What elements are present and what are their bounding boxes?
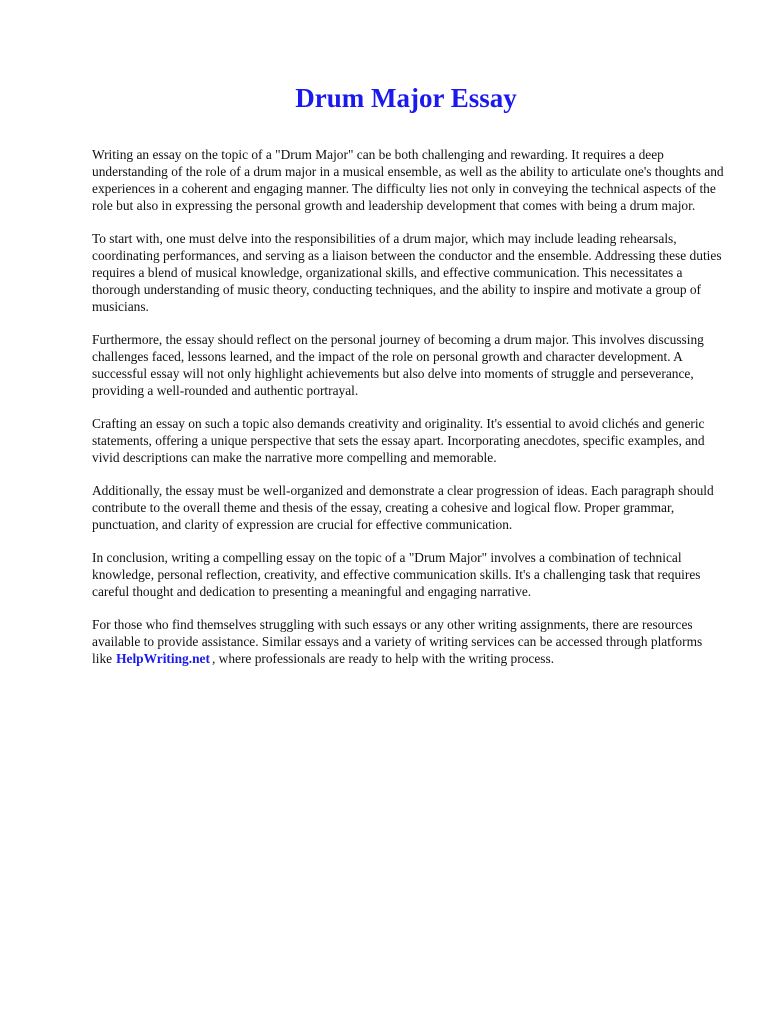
paragraph-7-text-after-link: , where professionals are ready to help with the writing process. xyxy=(211,651,555,666)
paragraph-1: Writing an essay on the topic of a "Drum Major" can be both challenging and rewarding. It requires a deep understanding of the role of a drum major in a musical ensemble, as well as the ability to articulate one's thoughts and experiences in a coherent and engaging manner. The difficulty lies not only in conveying the technical aspects of the role but also in expressing the personal growth and leadership development that comes with being a drum major. xyxy=(92,147,724,213)
paragraph-3: Furthermore, the essay should reflect on the personal journey of becoming a drum major. This involves discussing challenges faced, lessons learned, and the impact of the role on personal growth and character development. A successful essay will not only highlight achievements but also delve into moments of struggle and perseverance, providing a well-rounded and authentic portrayal. xyxy=(92,332,704,398)
essay-body xyxy=(92,146,732,683)
paragraph-7 xyxy=(92,616,732,667)
paragraph-7-text-before-link: For those who find themselves struggling with such essays or any other writing assignments, there are resources available to provide assistance. Similar essays and a variety of writing services can be accessed through platforms like xyxy=(92,617,703,666)
page-title: Drum Major Essay xyxy=(295,83,517,113)
paragraph-4: Crafting an essay on such a topic also demands creativity and originality. It's essential to avoid clichés and generic statements, offering a unique perspective that sets the essay apart. Incorporating anecdotes, specific examples, and vivid descriptions can make the narrative more compelling and memorable. xyxy=(92,416,705,465)
paragraph-6: In conclusion, writing a compelling essay on the topic of a "Drum Major" involves a combination of technical knowledge, personal reflection, creativity, and effective communication skills. It's a challenging task that requires careful thought and dedication to presenting a meaningful and engaging narrative. xyxy=(92,550,701,599)
paragraph-2: To start with, one must delve into the responsibilities of a drum major, which may include leading rehearsals, coordinating performances, and serving as a liaison between the conductor and the ensemble. Addressing these duties requires a blend of musical knowledge, organizational skills, and effective communication. This necessitates a thorough understanding of music theory, conducting techniques, and the ability to inspire and motivate a group of musicians. xyxy=(92,231,722,314)
paragraph-5: Additionally, the essay must be well-organized and demonstrate a clear progression of ideas. Each paragraph should contribute to the overall theme and thesis of the essay, creating a cohesive and logical flow. Proper grammar, punctuation, and clarity of expression are crucial for effective communication. xyxy=(92,483,714,532)
helpwriting-link[interactable]: HelpWriting.net xyxy=(116,651,210,666)
